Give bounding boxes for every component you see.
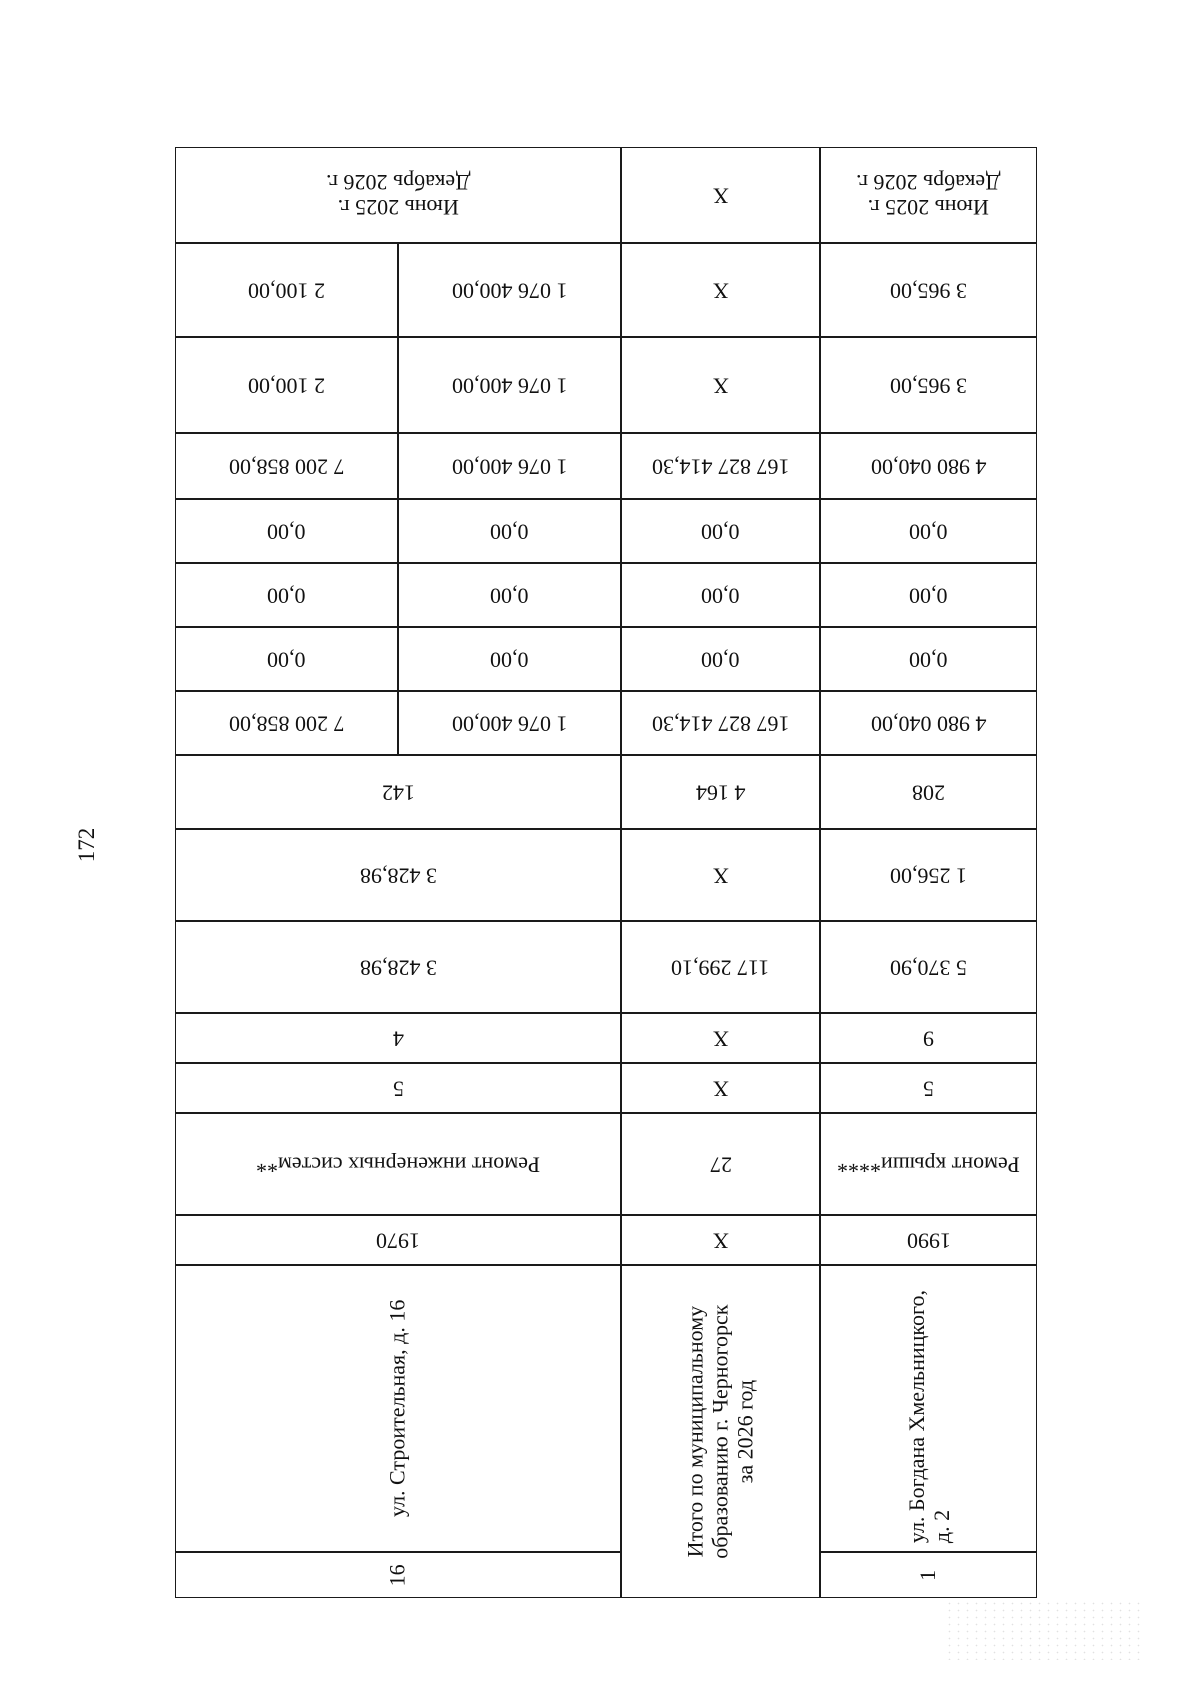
- address-cell-row-16: ул. Строительная, д. 16: [175, 1265, 621, 1552]
- area-living-cell-total: Х: [621, 829, 820, 921]
- unit-cost-a-row-16: 1 076 400,00: [398, 337, 621, 433]
- year-cell-row-1: 1990: [820, 1215, 1037, 1265]
- cost-local-cell-total: 0,00: [621, 499, 820, 563]
- unit-cost-cell-row-1: 3 965,00: [820, 337, 1037, 433]
- number-cell-row-1: 1: [820, 1552, 1037, 1598]
- cost-owners-cell-row-1: 4 980 040,00: [820, 433, 1037, 499]
- work-count-cell-total: 27: [621, 1113, 820, 1215]
- entrances-cell-row-1: 9: [820, 1013, 1037, 1063]
- page-number: 172: [74, 827, 99, 863]
- cost-local-b-row-16: 0,00: [175, 499, 398, 563]
- unit-cost-cell-total: Х: [621, 337, 820, 433]
- residents-cell-total: 4 164: [621, 755, 820, 829]
- floors-cell-total: Х: [621, 1063, 820, 1113]
- scan-noise: [945, 1600, 1145, 1660]
- period-start: Июнь 2025 г.: [867, 195, 990, 221]
- residents-cell-row-16: 142: [175, 755, 621, 829]
- summary-label-cell: [621, 1265, 820, 1598]
- floors-cell-row-1: 5: [820, 1063, 1037, 1113]
- cost-local-cell-row-1: 0,00: [820, 499, 1037, 563]
- floors-cell-row-16: 5: [175, 1063, 621, 1113]
- cost-fund-b-row-16: 0,00: [175, 627, 398, 691]
- summary-line-3: за 2026 год: [733, 1379, 759, 1484]
- limit-cost-cell-row-1: 3 965,00: [820, 243, 1037, 337]
- cost-owners-cell-total: 167 827 414,30: [621, 433, 820, 499]
- limit-cost-cell-total: Х: [621, 243, 820, 337]
- entrances-cell-total: Х: [621, 1013, 820, 1063]
- cost-total-a-row-16: 1 076 400,00: [398, 691, 621, 755]
- limit-cost-b-row-16: 2 100,00: [175, 243, 398, 337]
- cost-regional-b-row-16: 0,00: [175, 563, 398, 627]
- cost-local-a-row-16: 0,00: [398, 499, 621, 563]
- cost-owners-b-row-16: 7 200 858,00: [175, 433, 398, 499]
- area-living-cell-row-1: 1 256,00: [820, 829, 1037, 921]
- entrances-cell-row-16: 4: [175, 1013, 621, 1063]
- rotated-table: [175, 147, 1037, 1598]
- summary-line-2: образованию г. Черногорск: [707, 1304, 733, 1559]
- cost-regional-a-row-16: 0,00: [398, 563, 621, 627]
- area-total-cell-total: 117 299,10: [621, 921, 820, 1013]
- cost-regional-cell-row-1: 0,00: [820, 563, 1037, 627]
- work-type-cell-row-1: Ремонт крыши****: [820, 1113, 1037, 1215]
- address-text: ул. Богдана Хмельницкого, д. 2: [903, 1290, 954, 1544]
- period-cell-row-1: [820, 147, 1037, 243]
- period-end: Декабрь 2026 г.: [856, 170, 1001, 195]
- year-cell-row-16: 1970: [175, 1215, 621, 1265]
- area-total-cell-row-16: 3 428,98: [175, 921, 621, 1013]
- period-start: Июнь 2025 г.: [337, 195, 459, 221]
- summary-line-1: Итого по муниципальному: [682, 1305, 708, 1558]
- cost-fund-cell-row-1: 0,00: [820, 627, 1037, 691]
- work-type-cell-row-16: Ремонт инженерных систем**: [175, 1113, 621, 1215]
- limit-cost-a-row-16: 1 076 400,00: [398, 243, 621, 337]
- area-living-cell-row-16: 3 428,98: [175, 829, 621, 921]
- cost-fund-cell-total: 0,00: [621, 627, 820, 691]
- cost-owners-a-row-16: 1 076 400,00: [398, 433, 621, 499]
- area-total-cell-row-1: 5 370,90: [820, 921, 1037, 1013]
- cost-total-b-row-16: 7 200 858,00: [175, 691, 398, 755]
- cost-fund-a-row-16: 0,00: [398, 627, 621, 691]
- unit-cost-b-row-16: 2 100,00: [175, 337, 398, 433]
- year-cell-total: Х: [621, 1215, 820, 1265]
- residents-cell-row-1: 208: [820, 755, 1037, 829]
- cost-total-cell-total: 167 827 414,30: [621, 691, 820, 755]
- period-cell-total: Х: [621, 147, 820, 243]
- period-cell-row-16: [175, 147, 621, 243]
- cost-total-cell-row-1: 4 980 040,00: [820, 691, 1037, 755]
- cost-regional-cell-total: 0,00: [621, 563, 820, 627]
- address-cell-row-1: [820, 1265, 1037, 1552]
- number-cell-row-16: 16: [175, 1552, 621, 1598]
- period-end: Декабрь 2026 г.: [325, 170, 471, 195]
